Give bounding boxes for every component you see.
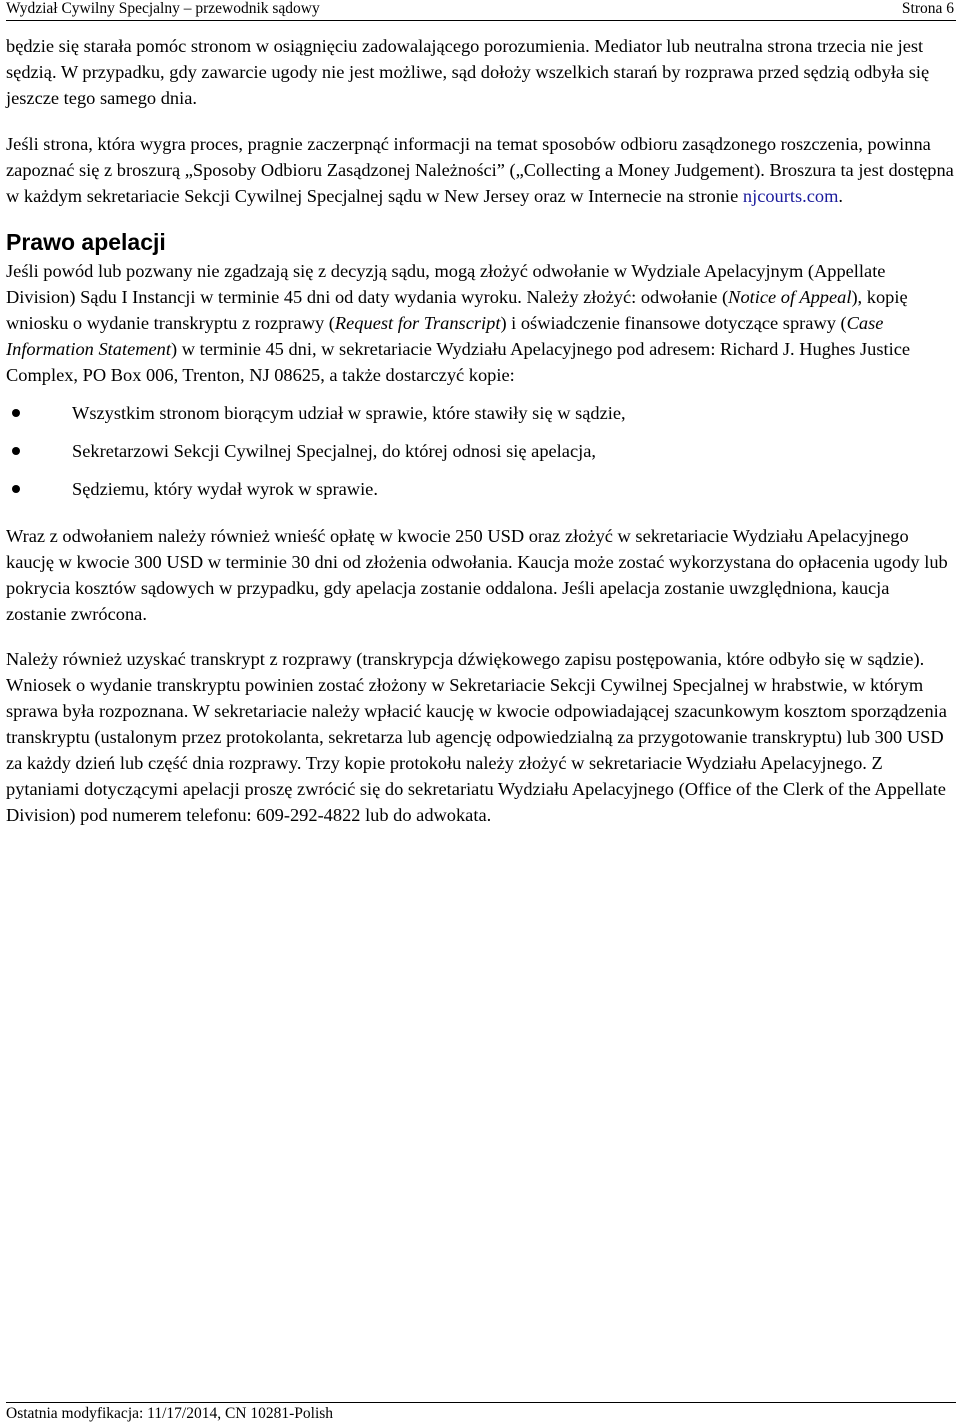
bullet-icon: [12, 409, 20, 417]
document-body: [6, 33, 954, 847]
appeal-text-a: Jeśli powód lub pozwany nie zgadzają się z decyzją sądu, mogą złożyć odwołanie w Wydziale Apelacyjnym (Appellate Division) Sądu I Instancji w terminie 45 dni od daty wydania wyroku. Należy złożyć: odwołanie (: [6, 261, 886, 307]
section-heading-appeal: Prawo apelacji: [6, 229, 166, 255]
bullet-icon: [12, 447, 20, 455]
list-item: [6, 400, 954, 438]
list-item-text: Sędziemu, który wydał wyrok w sprawie.: [72, 479, 378, 499]
paragraph-appeal-rights: [6, 258, 954, 388]
paragraph-collecting-judgement: [6, 131, 954, 209]
njcourts-link[interactable]: njcourts.com: [742, 186, 839, 206]
header-title: Wydział Cywilny Specjalny – przewodnik sądowy: [6, 0, 320, 17]
case-information-statement-term: Case Information Statement: [6, 313, 884, 359]
paragraph-mediation: będzie się starała pomóc stronom w osiągnięciu zadowalającego porozumienia. Mediator lub neutralna strona trzecia nie jest sędzią. W przypadku, gdy zawarcie ugody nie jest możliwe, sąd dołoży wszelkich starań by rozprawa przed sędzią odbyła się jeszcze tego samego dnia.: [6, 36, 930, 108]
list-item-text: Sekretarzowi Sekcji Cywilnej Specjalnej, do której odnosi się apelacja,: [72, 441, 596, 461]
appeal-text-b: ), kopię wniosku o wydanie transkryptu z rozprawy (: [6, 287, 908, 333]
bullet-icon: [12, 485, 20, 493]
paragraph-collecting-text: Jeśli strona, która wygra proces, pragnie zaczerpnąć informacji na temat sposobów odbioru zasądzonego roszczenia, powinna zapoznać się z broszurą „Sposoby Odbioru Zasądzonej Należności” („Collecting a Money Judgement). Broszura ta jest dostępna w każdym sekretariacie Sekcji Cywilnej Specjalnej sądu w New Jersey oraz w Internecie na stronie: [6, 134, 954, 206]
page-footer: Ostatnia modyfikacja: 11/17/2014, CN 10281-Polish: [6, 1402, 956, 1423]
paragraph-collecting-end: .: [838, 186, 844, 206]
paragraph-transcript: Należy również uzyskać transkrypt z rozprawy (transkrypcja dźwiękowego zapisu postępowania, które odbyło się w sądzie). Wniosek o wydanie transkryptu powinien zostać złożony w Sekretariacie Sekcji Cywilnej Specjalnej w hrabstwie, w którym sprawa była rozpoznana. W sekretariacie należy wpłacić kaucję w kwocie odpowiadającej szacunkowym kosztom sporządzenia transkryptu (ustalonym przez protokolanta, sekretarza lub agencję odpowiedzialną za przygotowanie transkryptu) lub 300 USD za każdy dzień lub część dnia rozprawy. Trzy kopie protokołu należy złożyć w sekretariacie Wydziału Apelacyjnego. Z pytaniami dotyczącymi apelacji proszę zwrócić się do sekretariatu Wydziału Apelacyjnego (Office of the Clerk of the Appellate Division) pod numerem telefonu: 609-292-4822 lub do adwokata.: [6, 649, 947, 825]
appeal-text-d: ) w terminie 45 dni, w sekretariacie Wydziału Apelacyjnego pod adresem: Richard J. Hughes Justice Complex, PO Box 006, Trenton, NJ 08625, a także dostarczyć kopie:: [6, 339, 911, 385]
page-number: Strona 6: [901, 0, 954, 17]
request-for-transcript-term: Request for Transcript: [334, 313, 501, 333]
notice-of-appeal-term: Notice of Appeal: [728, 287, 852, 307]
appeal-text-c: ) i oświadczenie finansowe dotyczące sprawy (: [500, 313, 847, 333]
list-item: [6, 438, 954, 476]
list-item: [6, 476, 954, 514]
list-item-text: Wszystkim stronom biorącym udział w sprawie, które stawiły się w sądzie,: [72, 403, 626, 423]
copies-recipients-list: [6, 400, 954, 514]
paragraph-fees: Wraz z odwołaniem należy również wnieść opłatę w kwocie 250 USD oraz złożyć w sekretariacie Wydziału Apelacyjnego kaucję w kwocie 300 USD w terminie 30 dni od złożenia odwołania. Kaucja może zostać wykorzystana do opłacenia ugody lub pokrycia kosztów sądowych w przypadku, gdy apelacja zostanie oddalona. Jeśli apelacja zostanie uwzględniona, kaucja zostanie zwrócona.: [6, 526, 948, 624]
page-header: [6, 0, 956, 21]
